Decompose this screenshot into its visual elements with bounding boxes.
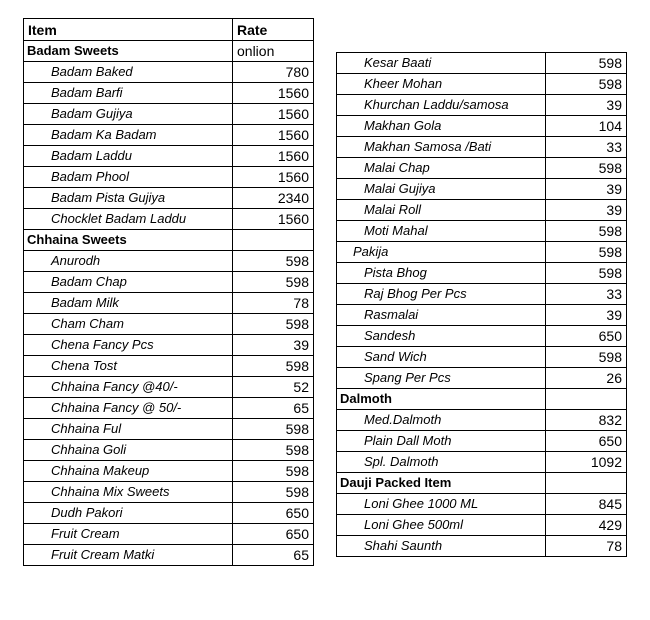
table-row [24, 419, 314, 440]
item-rate: 598 [546, 263, 627, 284]
item-name: Spl. Dalmoth [337, 452, 546, 473]
table-row [24, 440, 314, 461]
table-row [24, 356, 314, 377]
item-name: Raj Bhog Per Pcs [337, 284, 546, 305]
table-row [337, 95, 627, 116]
table-row [337, 347, 627, 368]
item-rate: 429 [546, 515, 627, 536]
item-rate: 598 [546, 221, 627, 242]
item-rate: 65 [233, 545, 314, 566]
item-rate: 104 [546, 116, 627, 137]
item-name: Kheer Mohan [337, 74, 546, 95]
item-name: Cham Cham [24, 314, 233, 335]
item-name: Badam Baked [24, 62, 233, 83]
item-name: Badam Milk [24, 293, 233, 314]
item-rate: 1560 [233, 209, 314, 230]
table-row [24, 272, 314, 293]
item-rate: 39 [546, 305, 627, 326]
table-row [24, 125, 314, 146]
table-row [24, 167, 314, 188]
item-name: Sand Wich [337, 347, 546, 368]
item-rate: 39 [233, 335, 314, 356]
item-rate: 78 [233, 293, 314, 314]
item-rate: 1560 [233, 125, 314, 146]
table-row [337, 116, 627, 137]
table-row [337, 326, 627, 347]
item-name: Plain Dall Moth [337, 431, 546, 452]
item-name: Shahi Saunth [337, 536, 546, 557]
table-row [337, 410, 627, 431]
item-rate: 1092 [546, 452, 627, 473]
item-name: Chhaina Makeup [24, 461, 233, 482]
table-row [337, 515, 627, 536]
item-name: Anurodh [24, 251, 233, 272]
table-row [337, 137, 627, 158]
item-name: Chhaina Ful [24, 419, 233, 440]
item-rate: 598 [233, 272, 314, 293]
section-header-row [337, 389, 627, 410]
item-name: Chena Tost [24, 356, 233, 377]
item-name: Moti Mahal [337, 221, 546, 242]
item-name: Pista Bhog [337, 263, 546, 284]
item-rate: 598 [233, 482, 314, 503]
item-rate: 52 [233, 377, 314, 398]
table-row [24, 104, 314, 125]
item-rate: 650 [546, 326, 627, 347]
item-rate: 780 [233, 62, 314, 83]
table-row [24, 545, 314, 566]
item-name: Chena Fancy Pcs [24, 335, 233, 356]
price-table-left [23, 18, 314, 566]
table-row [337, 431, 627, 452]
item-name: Chhaina Goli [24, 440, 233, 461]
item-name: Kesar Baati [337, 53, 546, 74]
item-name: Badam Pista Gujiya [24, 188, 233, 209]
item-rate: 598 [233, 440, 314, 461]
item-rate: 33 [546, 137, 627, 158]
item-name: Dudh Pakori [24, 503, 233, 524]
table-row [24, 482, 314, 503]
item-rate: 598 [546, 347, 627, 368]
item-rate: 598 [546, 158, 627, 179]
item-name: Fruit Cream Matki [24, 545, 233, 566]
item-rate: 598 [233, 356, 314, 377]
table-row [24, 377, 314, 398]
item-name: Makhan Gola [337, 116, 546, 137]
item-name: Spang Per Pcs [337, 368, 546, 389]
item-rate: 78 [546, 536, 627, 557]
item-name: Fruit Cream [24, 524, 233, 545]
item-rate: onlion [233, 41, 314, 62]
table-row [337, 53, 627, 74]
section-title: Chhaina Sweets [24, 230, 233, 251]
section-header-row [24, 230, 314, 251]
item-name: Loni Ghee 500ml [337, 515, 546, 536]
price-table-right-body [337, 53, 627, 557]
table-row [24, 503, 314, 524]
section-title: Badam Sweets [24, 41, 233, 62]
item-rate: 1560 [233, 146, 314, 167]
item-rate: 39 [546, 179, 627, 200]
section-title: Dauji Packed Item [337, 473, 546, 494]
item-rate: 598 [233, 461, 314, 482]
rate-column-header: Rate [233, 19, 314, 41]
item-name: Sandesh [337, 326, 546, 347]
item-rate: 598 [546, 74, 627, 95]
item-name: Badam Laddu [24, 146, 233, 167]
item-name: Badam Phool [24, 167, 233, 188]
item-rate: 650 [546, 431, 627, 452]
item-name: Khurchan Laddu/samosa [337, 95, 546, 116]
item-rate: 1560 [233, 104, 314, 125]
item-rate [233, 230, 314, 251]
item-rate: 598 [546, 242, 627, 263]
item-rate: 845 [546, 494, 627, 515]
table-row [24, 83, 314, 104]
table-row [337, 368, 627, 389]
item-name: Chhaina Mix Sweets [24, 482, 233, 503]
section-header-row [24, 41, 314, 62]
item-rate: 39 [546, 95, 627, 116]
item-name: Chhaina Fancy @40/- [24, 377, 233, 398]
item-name: Chocklet Badam Laddu [24, 209, 233, 230]
item-name: Chhaina Fancy @ 50/- [24, 398, 233, 419]
item-name: Malai Roll [337, 200, 546, 221]
item-rate: 598 [233, 419, 314, 440]
table-row [337, 536, 627, 557]
item-name: Badam Barfi [24, 83, 233, 104]
table-row [337, 305, 627, 326]
table-row [24, 251, 314, 272]
table-row [337, 74, 627, 95]
table-row [337, 263, 627, 284]
item-rate: 650 [233, 503, 314, 524]
item-rate [546, 473, 627, 494]
table-row [337, 494, 627, 515]
item-name: Makhan Samosa /Bati [337, 137, 546, 158]
table-row [24, 314, 314, 335]
item-name: Med.Dalmoth [337, 410, 546, 431]
table-row [337, 221, 627, 242]
table-header-row [24, 19, 314, 41]
item-rate: 598 [233, 314, 314, 335]
table-row [337, 284, 627, 305]
item-rate: 598 [233, 251, 314, 272]
table-row [24, 398, 314, 419]
table-row [24, 146, 314, 167]
item-name: Badam Chap [24, 272, 233, 293]
item-rate: 1560 [233, 167, 314, 188]
table-row [337, 158, 627, 179]
item-rate: 65 [233, 398, 314, 419]
table-row [337, 452, 627, 473]
item-rate [546, 389, 627, 410]
table-row [24, 461, 314, 482]
table-row [337, 200, 627, 221]
table-row [337, 179, 627, 200]
item-rate: 598 [546, 53, 627, 74]
item-rate: 1560 [233, 83, 314, 104]
price-table-left-body [24, 19, 314, 566]
item-rate: 650 [233, 524, 314, 545]
item-name: Malai Gujiya [337, 179, 546, 200]
item-name: Pakija [337, 242, 546, 263]
table-row [24, 524, 314, 545]
item-name: Rasmalai [337, 305, 546, 326]
item-rate: 2340 [233, 188, 314, 209]
item-name: Badam Gujiya [24, 104, 233, 125]
price-table-right [336, 52, 627, 557]
item-column-header: Item [24, 19, 233, 41]
section-title: Dalmoth [337, 389, 546, 410]
item-name: Loni Ghee 1000 ML [337, 494, 546, 515]
item-rate: 33 [546, 284, 627, 305]
table-row [337, 242, 627, 263]
table-row [24, 335, 314, 356]
item-rate: 39 [546, 200, 627, 221]
table-row [24, 209, 314, 230]
section-header-row [337, 473, 627, 494]
table-row [24, 62, 314, 83]
item-name: Malai Chap [337, 158, 546, 179]
item-name: Badam Ka Badam [24, 125, 233, 146]
item-rate: 832 [546, 410, 627, 431]
table-row [24, 293, 314, 314]
table-row [24, 188, 314, 209]
item-rate: 26 [546, 368, 627, 389]
